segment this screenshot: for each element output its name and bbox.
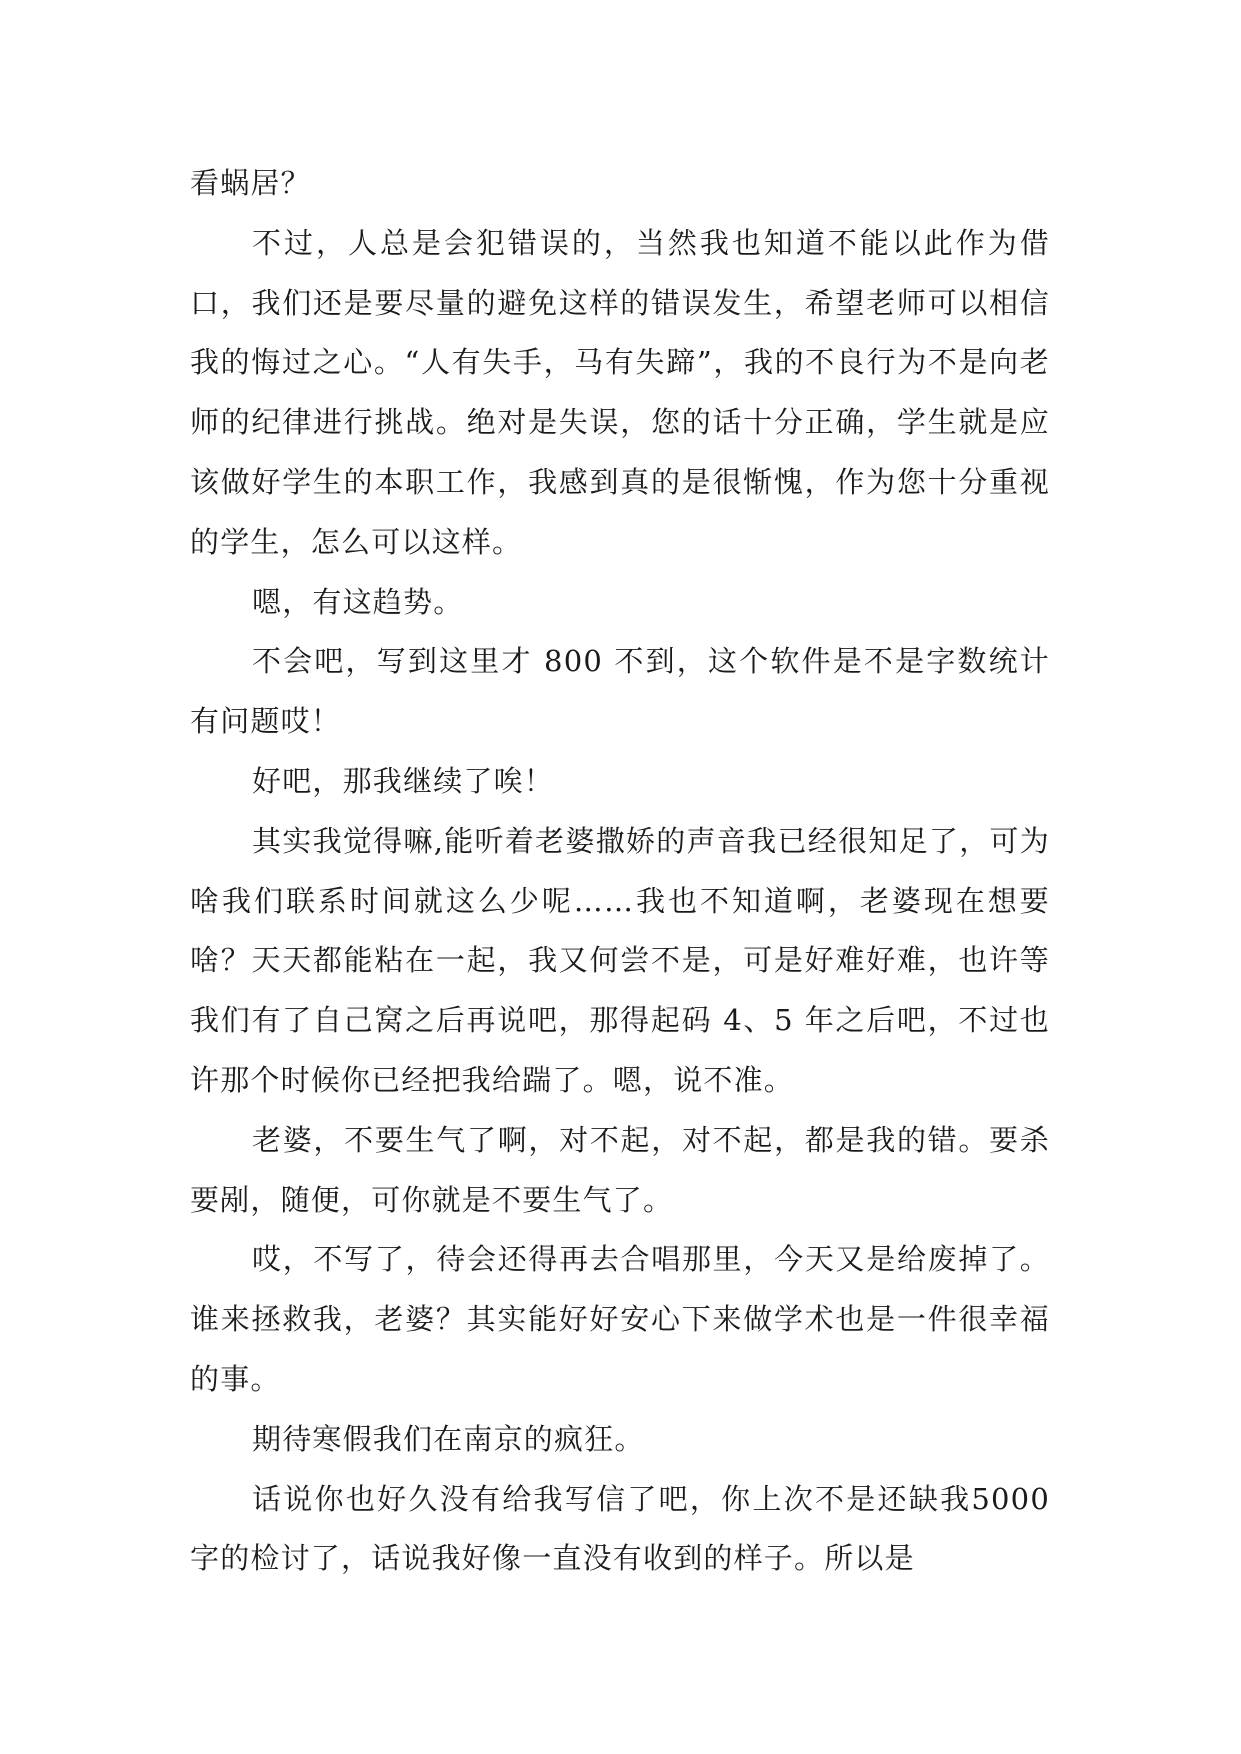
paragraph: 话说你也好久没有给我写信了吧，你上次不是还缺我5000 字的检讨了，话说我好像一直没有收到的样子。所以是 [190, 1481, 1050, 1576]
paragraph: 哎，不写了，待会还得再去合唱那里，今天又是给废掉了。谁来拯救我，老婆？其实能好好安心下来做学术也是一件很幸福的事。 [190, 1242, 1050, 1396]
paragraph: 不会吧，写到这里才 800 不到，这个软件是不是字数统计有问题哎！ [190, 644, 1050, 739]
paragraph: 期待寒假我们在南京的疯狂。 [252, 1421, 645, 1456]
paragraph: 其实我觉得嘛,能听着老婆撒娇的声音我已经很知足了，可为啥我们联系时间就这么少呢……我也不知道啊，老婆现在想要啥？天天都能粘在一起，我又何尝不是，可是好难好难，也许等我们有了自己窝之后再说吧，那得起码 4、5 年之后吧，不过也许那个时候你已经把我给踹了。嗯，说不准。 [190, 823, 1050, 1097]
document-body [190, 154, 1050, 1589]
paragraph: 不过，人总是会犯错误的，当然我也知道不能以此作为借口，我们还是要尽量的避免这样的错误发生，希望老师可以相信我的悔过之心。“人有失手，马有失蹄”，我的不良行为不是向老师的纪律进行挑战。绝对是失误，您的话十分正确，学生就是应该做好学生的本职工作，我感到真的是很惭愧，作为您十分重视的学生，怎么可以这样。 [190, 225, 1050, 559]
paragraph: 嗯，有这趋势。 [252, 584, 464, 619]
paragraph: 看蜗居？ [190, 166, 311, 200]
paragraph: 好吧，那我继续了唉！ [252, 763, 555, 798]
paragraph: 老婆，不要生气了啊，对不起，对不起，都是我的错。要杀要剐，随便，可你就是不要生气了。 [190, 1122, 1050, 1217]
